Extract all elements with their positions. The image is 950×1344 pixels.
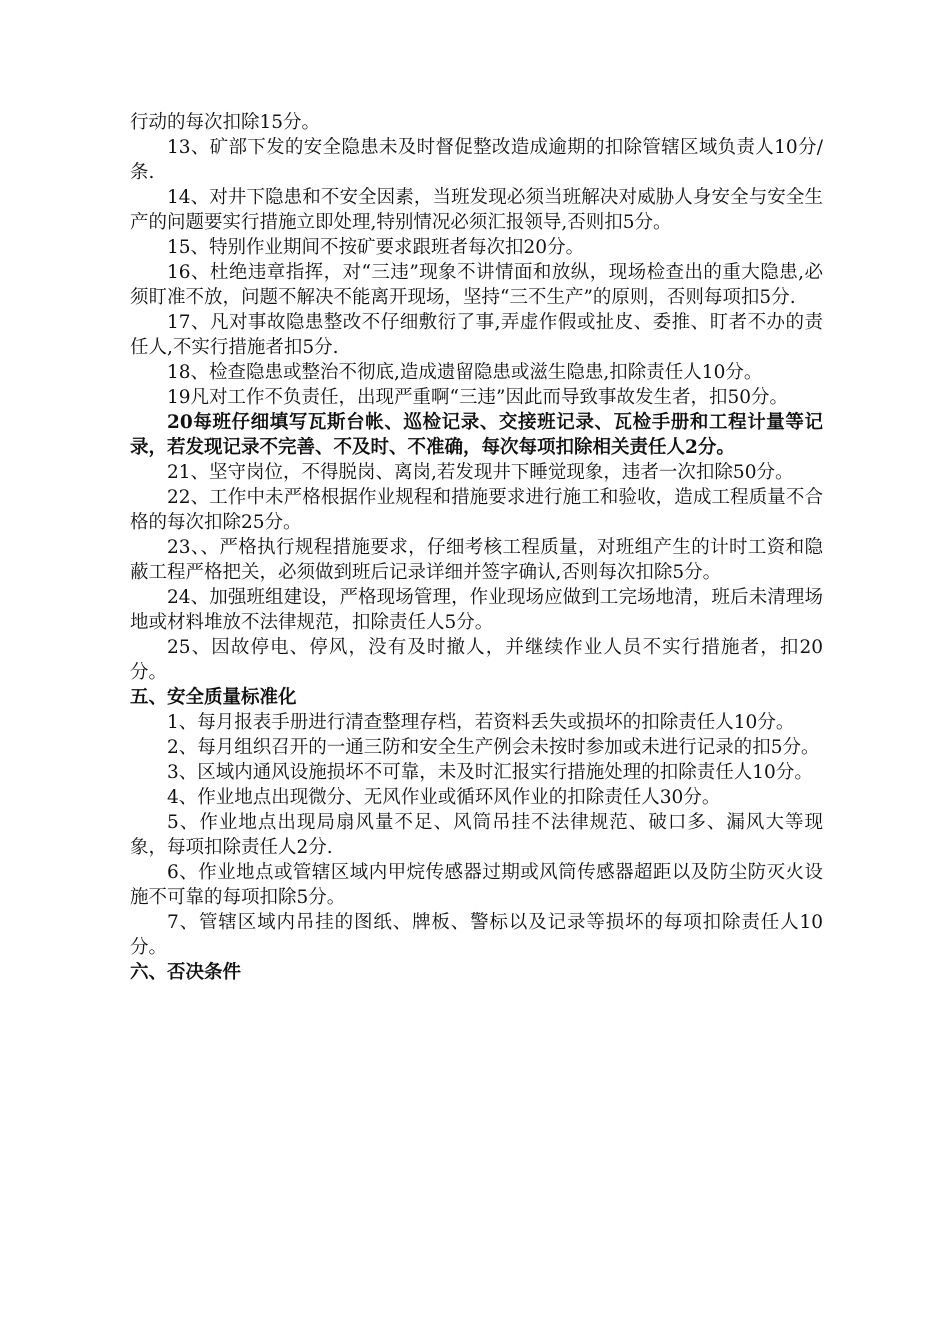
rule-item-19: 19凡对工作不负责任，出现严重啊“三违”因此而导致事故发生者，扣50分。 [167,387,788,408]
rule-item-14: 14、对井下隐患和不安全因素，当班发现必须当班解决对威胁人身安全与安全生产的问题要实行措施立即处理,特别情况必须汇报领导,否则扣5分。 [130,187,823,233]
rule-item-18: 18、检查隐患或整治不彻底,造成遗留隐患或滋生隐患,扣除责任人10分。 [167,362,763,383]
rule-item-13: 13、矿部下发的安全隐患未及时督促整改造成逾期的扣除管辖区域负责人10分/条. [130,137,823,183]
rule-item-20: 20每班仔细填写瓦斯台帐、巡检记录、交接班记录、瓦检手册和工程计量等记录，若发现记录不完善、不及时、不准确，每次每项扣除相关责任人2分。 [130,412,823,458]
rule-item-21: 21、坚守岗位，不得脱岗、离岗,若发现井下睡觉现象，违者一次扣除50分。 [167,462,794,483]
document-page [130,110,823,985]
rule-item-23: 23、、严格执行规程措施要求，仔细考核工程质量，对班组产生的计时工资和隐蔽工程严格把关，必须做到班后记录详细并签字确认,否则每次扣除5分。 [130,537,823,583]
standard-item-1: 1、每月报表手册进行清查整理存档，若资料丢失或损坏的扣除责任人10分。 [167,712,795,733]
rule-item-25: 25、因故停电、停风，没有及时撤人，并继续作业人员不实行措施者，扣20分。 [130,637,823,683]
standard-item-2: 2、每月组织召开的一通三防和安全生产例会未按时参加或未进行记录的扣5分。 [167,737,820,758]
rule-item-17: 17、凡对事故隐患整改不仔细敷衍了事,弄虚作假或扯皮、委推、盯者不办的责任人,不实行措施者扣5分. [130,312,823,358]
standard-item-7: 7、管辖区域内吊挂的图纸、牌板、警标以及记录等损坏的每项扣除责任人10分。 [130,912,823,958]
section-heading-5: 五、安全质量标准化 [130,687,297,708]
section-heading-6: 六、否决条件 [130,962,242,983]
rule-item-15: 15、特别作业期间不按矿要求跟班者每次扣20分。 [167,237,585,258]
standard-item-5: 5、作业地点出现局扇风量不足、风筒吊挂不法律规范、破口多、漏风大等现象，每项扣除责任人2分. [130,812,823,858]
rule-item-24: 24、加强班组建设，严格现场管理，作业现场应做到工完场地清，班后未清理场地或材料堆放不法律规范，扣除责任人5分。 [130,587,823,633]
paragraph-continuation: 行动的每次扣除15分。 [130,112,321,133]
standard-item-6: 6、作业地点或管辖区域内甲烷传感器过期或风筒传感器超距以及防尘防灭火设施不可靠的每项扣除5分。 [130,862,823,908]
standard-item-3: 3、区域内通风设施损坏不可靠，未及时汇报实行措施处理的扣除责任人10分。 [167,762,813,783]
rule-item-16: 16、杜绝违章指挥，对“三违”现象不讲情面和放纵，现场检查出的重大隐患,必须盯准不放，问题不解决不能离开现场，坚持“三不生产”的原则，否则每项扣5分. [130,262,823,308]
standard-item-4: 4、作业地点出现微分、无风作业或循环风作业的扣除责任人30分。 [167,787,721,808]
rule-item-22: 22、工作中未严格根据作业规程和措施要求进行施工和验收，造成工程质量不合格的每次扣除25分。 [130,487,823,533]
